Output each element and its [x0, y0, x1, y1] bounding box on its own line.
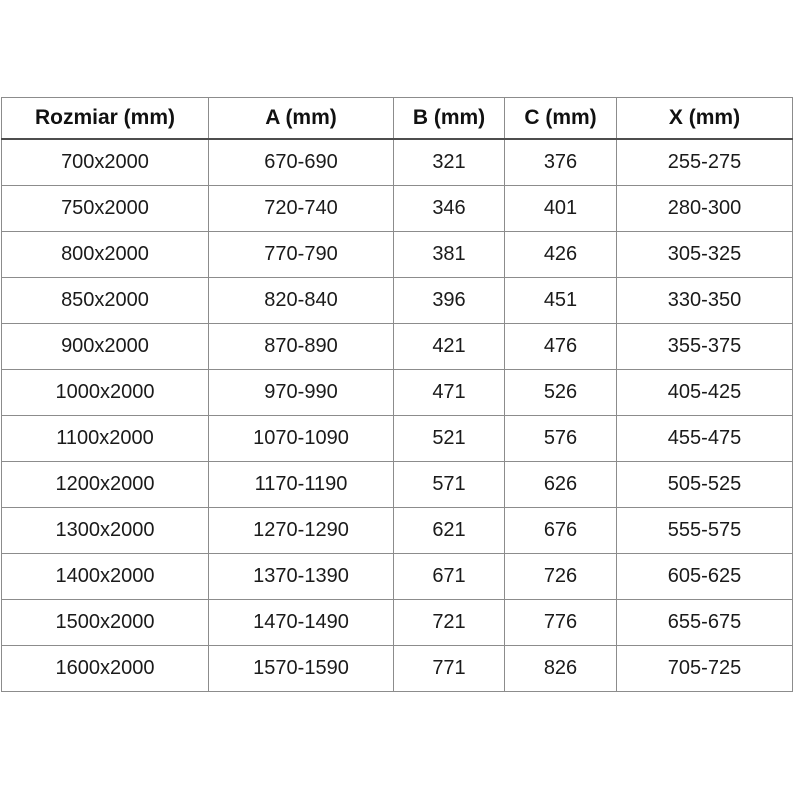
- column-header: C (mm): [505, 98, 617, 140]
- table-cell: 426: [505, 232, 617, 278]
- table-row: [2, 416, 793, 462]
- table-cell: 671: [394, 554, 505, 600]
- table-cell: 1500x2000: [2, 600, 209, 646]
- table-cell: 346: [394, 186, 505, 232]
- table-row: [2, 508, 793, 554]
- table-cell: 421: [394, 324, 505, 370]
- table-cell: 776: [505, 600, 617, 646]
- table-row: [2, 186, 793, 232]
- table-cell: 1200x2000: [2, 462, 209, 508]
- table-cell: 405-425: [617, 370, 793, 416]
- table-cell: 401: [505, 186, 617, 232]
- table-cell: 451: [505, 278, 617, 324]
- table-cell: 655-675: [617, 600, 793, 646]
- table-cell: 1000x2000: [2, 370, 209, 416]
- table-cell: 1100x2000: [2, 416, 209, 462]
- table-cell: 471: [394, 370, 505, 416]
- table-cell: 626: [505, 462, 617, 508]
- table-row: [2, 554, 793, 600]
- table-cell: 526: [505, 370, 617, 416]
- table-cell: 1070-1090: [209, 416, 394, 462]
- table-row: [2, 370, 793, 416]
- table-row: [2, 600, 793, 646]
- table-cell: 330-350: [617, 278, 793, 324]
- table-cell: 455-475: [617, 416, 793, 462]
- table-cell: 355-375: [617, 324, 793, 370]
- table-cell: 396: [394, 278, 505, 324]
- table-cell: 376: [505, 139, 617, 186]
- table-cell: 280-300: [617, 186, 793, 232]
- table-cell: 605-625: [617, 554, 793, 600]
- table-cell: 1300x2000: [2, 508, 209, 554]
- table-row: [2, 232, 793, 278]
- table-row: [2, 462, 793, 508]
- table-cell: 381: [394, 232, 505, 278]
- table-cell: 505-525: [617, 462, 793, 508]
- table-cell: 305-325: [617, 232, 793, 278]
- table-cell: 1470-1490: [209, 600, 394, 646]
- table-cell: 970-990: [209, 370, 394, 416]
- table-cell: 1370-1390: [209, 554, 394, 600]
- table-cell: 770-790: [209, 232, 394, 278]
- column-header: Rozmiar (mm): [2, 98, 209, 140]
- table-cell: 750x2000: [2, 186, 209, 232]
- table-cell: 820-840: [209, 278, 394, 324]
- table-body: [2, 139, 793, 692]
- table-cell: 676: [505, 508, 617, 554]
- table-row: [2, 324, 793, 370]
- table-row: [2, 646, 793, 692]
- table-cell: 700x2000: [2, 139, 209, 186]
- table-cell: 900x2000: [2, 324, 209, 370]
- table-cell: 670-690: [209, 139, 394, 186]
- table-cell: 1570-1590: [209, 646, 394, 692]
- table-cell: 850x2000: [2, 278, 209, 324]
- column-header: B (mm): [394, 98, 505, 140]
- table-cell: 321: [394, 139, 505, 186]
- table-cell: 521: [394, 416, 505, 462]
- table-row: [2, 139, 793, 186]
- table-cell: 721: [394, 600, 505, 646]
- table-cell: 571: [394, 462, 505, 508]
- table-cell: 621: [394, 508, 505, 554]
- table-cell: 555-575: [617, 508, 793, 554]
- table-cell: 1600x2000: [2, 646, 209, 692]
- dimensions-table: [1, 97, 793, 692]
- table-cell: 476: [505, 324, 617, 370]
- table-header-row: [2, 98, 793, 140]
- table-row: [2, 278, 793, 324]
- table-cell: 1170-1190: [209, 462, 394, 508]
- dimensions-table-container: [1, 97, 792, 692]
- column-header: X (mm): [617, 98, 793, 140]
- table-cell: 1400x2000: [2, 554, 209, 600]
- table-cell: 576: [505, 416, 617, 462]
- table-cell: 1270-1290: [209, 508, 394, 554]
- table-cell: 720-740: [209, 186, 394, 232]
- table-head: [2, 98, 793, 140]
- table-cell: 255-275: [617, 139, 793, 186]
- table-cell: 705-725: [617, 646, 793, 692]
- table-cell: 800x2000: [2, 232, 209, 278]
- table-cell: 726: [505, 554, 617, 600]
- table-cell: 870-890: [209, 324, 394, 370]
- table-cell: 826: [505, 646, 617, 692]
- table-cell: 771: [394, 646, 505, 692]
- column-header: A (mm): [209, 98, 394, 140]
